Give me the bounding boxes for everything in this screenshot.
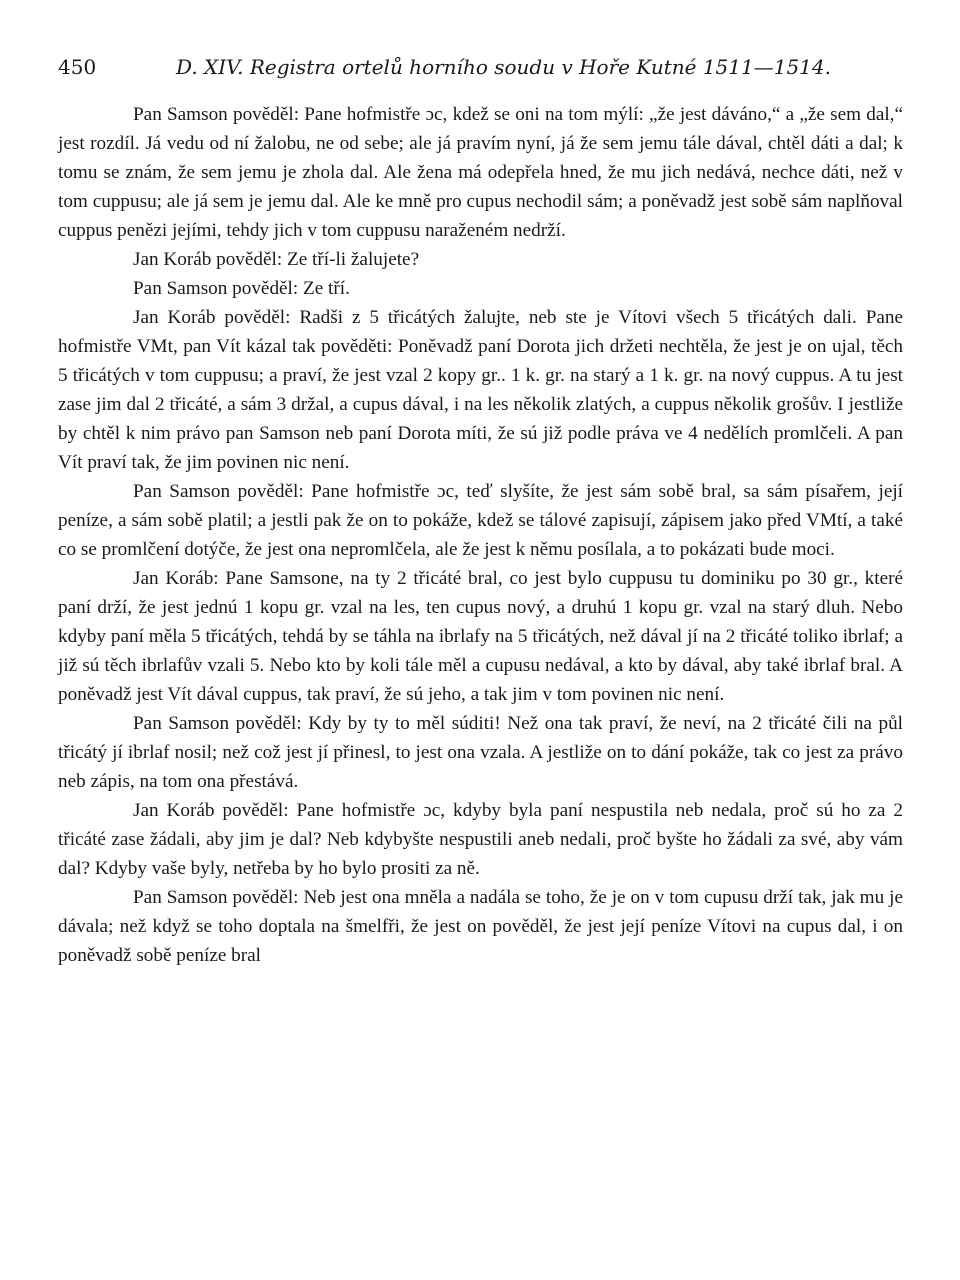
running-title: D. XIV. Registra ortelů horního soudu v Hoře Kutné 1511—1514. xyxy=(176,55,831,79)
paragraph: Jan Koráb: Pane Samsone, na ty 2 třicáté bral, co jest bylo cuppusu tu dominiku po 30 gr., které paní drží, že jest jednú 1 kopu gr. vzal na les, ten cupus nový, a druhú 1 kopu gr. vzal na starý dluh. Nebo kdyby paní měla 5 třicátých, tehdá by se táhla na ibrlafy na 5 třicátých, než dával jí na 2 třicáté toliko ibrlaf; a již sú těch ibrlafův vzali 5. Nebo kto by koli tále měl a cupusu nedával, a kto by dával, aby také ibrlaf bral. A poněvadž jest Vít dával cuppus, tak praví, že sú jeho, a tak jim v tom povinen nic není. xyxy=(58,568,903,705)
paragraph: Pan Samson pověděl: Pane hofmistře ɔc, kdež se oni na tom mýlí: „že jest dáváno,“ a „že sem dal,“ jest rozdíl. Já vedu od ní žalobu, ne od sebe; ale já pravím nyní, já že sem jemu tále dával, chtěl dáti a dal; k tomu se znám, že sem jemu je zhola dal. Ale žena má odepřela hned, že mu jich nedává, nechce dáti, než v tom cuppusu; ale já sem je jemu dal. Ale ke mně pro cupus nechodil sám; a poněvadž jest sobě sám naplňoval cuppus penězi jejími, tehdy jich v tom cuppusu naraženém nedrží. xyxy=(58,104,903,241)
page-number: 450 xyxy=(58,55,97,79)
paragraph: Jan Koráb pověděl: Ze tří-li žalujete? xyxy=(133,249,420,270)
paragraph: Jan Koráb pověděl: Pane hofmistře ɔc, kdyby byla paní nespustila neb nedala, proč sú ho za 2 třicáté zase žádali, aby jim je dal? Neb kdybyšte nespustili aneb nedali, proč byšte ho žádali za své, aby vám dal? Kdyby vaše byly, netřeba by ho bylo prositi za ně. xyxy=(58,800,903,879)
paragraph: Pan Samson pověděl: Kdy by ty to měl súditi! Než ona tak praví, že neví, na 2 třicáté čili na půl třicátý jí ibrlaf nosil; než což jest jí přinesl, to jest ona vzala. A jestliže on to dání pokáže, tak co jest za právo neb zápis, na tom ona přestává. xyxy=(58,713,903,792)
paragraph: Pan Samson pověděl: Pane hofmistře ɔc, teď slyšíte, že jest sám sobě bral, sa sám písařem, její peníze, a sám sobě platil; a jestli pak že on to pokáže, kdež se tálové zapisují, zápisem jako před VMtí, a také co se promlčení dotýče, že jest ona nepromlčela, ale že jest k němu posílala, a to pokázati bude moci. xyxy=(58,481,903,560)
body-text xyxy=(58,100,903,970)
running-head xyxy=(58,52,903,82)
paragraph: Jan Koráb pověděl: Radši z 5 třicátých žalujte, neb ste je Vítovi všech 5 třicátých dali. Pane hofmistře VMt, pan Vít kázal tak pověděti: Poněvadž paní Dorota jich držeti nechtěla, že jest je on ujal, těch 5 třicátých v tom cuppusu; a praví, že jest vzal 2 kopy gr.. 1 k. gr. na starý a 1 k. gr. na nový cuppus. A tu jest zase jim dal 2 třicáté, a sám 3 držal, a cupus dával, i na les několik zlatých, a cuppus několik grošův. I jestliže by chtěl k nim právo pan Samson neb paní Dorota míti, že sú již podle práva ve 4 nedělích promlčeli. A pan Vít praví tak, že jim povinen nic není. xyxy=(58,307,903,473)
paragraph: Pan Samson pověděl: Ze tří. xyxy=(133,278,350,299)
paragraph: Pan Samson pověděl: Neb jest ona mněla a nadála se toho, že je on v tom cupusu drží tak, jak mu je dávala; než když se toho doptala na šmelfři, že jest on pověděl, že jest její peníze Vítovi na cupus dal, i on poněvadž sobě peníze bral xyxy=(58,887,903,966)
